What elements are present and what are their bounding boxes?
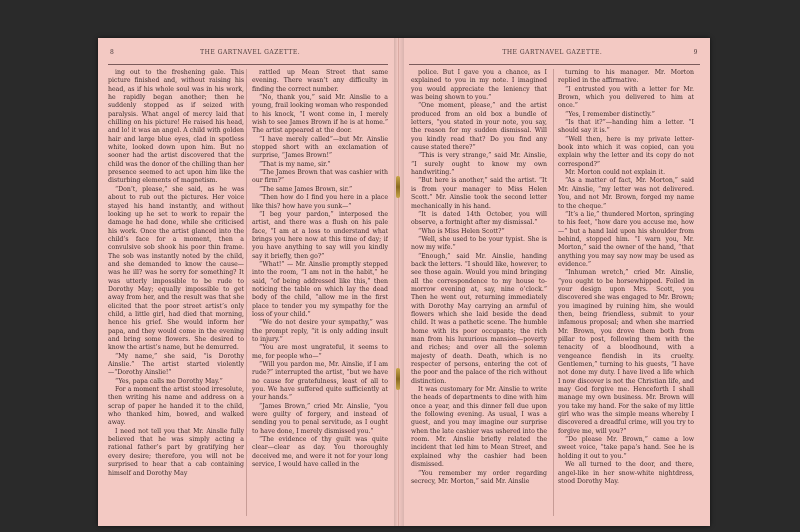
left-page-header xyxy=(110,49,386,61)
paragraph: “I beg your pardon,” interposed the artist, and there was a flush on his pale face, “I am at a loss to understand what brings you here now at this time of day; if you have anything to say will you kindly say it briefly, then go?” xyxy=(252,210,388,260)
paragraph: “Well, she used to be your typist. She is now my wife.” xyxy=(411,235,547,252)
paragraph: ing out to the freshening gale. This picture finished and, without raising his head, as if his whole soul was in his work, he rapidly began another; then he suddenly stopped as if seized with paralysis. What angel of mercy laid that chilling on his picture! He raised his head, and lo! it was an angel. A child with golden hair and large blue eyes, clad in spotless white, looked down upon him. But no sooner had the artist discovered that the child was the donor of the chilling than her presence seemed to act upon him like the disturbing elements of magnetism. xyxy=(108,69,244,185)
paragraph: “But here is another,” said the artist. “It is from your manager to Miss Helen Scott.” Mr. Ainslie took the second letter mechanically in his hand. xyxy=(411,177,547,210)
paragraph: “It is dated 14th October, you will observe, a fortnight after my dismissal.” xyxy=(411,210,547,227)
paragraph: “It’s a lie,” thundered Morton, springing to his feet, “how dare you accuse me, how—” but a hand laid upon his shoulder from behind, stopped him. “I warn you, Mr. Morton,” said the owner of the hand, “that anything you may say now may be used as evidence.” xyxy=(558,210,694,268)
paragraph: “Well then, here is my private letter-book into which it was copied, can you explain why the letter and its copy do not correspond?” xyxy=(558,135,694,168)
paragraph: It was customary for Mr. Ainslie to write the heads of departments to dine with him once a year, and this dinner fell due upon the following evening. As usual, I was a guest, and you may imagine our surprise when the late cashier was ushered into the room. Mr. Ainslie briefly related the incident that led him to Mean Street, and explained why the cashier had been dismissed. xyxy=(411,386,547,469)
paragraph: “Then how do I find you here in a place like this? how have you sunk—” xyxy=(252,194,388,210)
paragraph: “Will you pardon me, Mr. Ainslie, if I am rude?” interrupted the artist, “but we have no cause for gratefulness, least of all to you. We have suffered quite sufficiently at your hands.” xyxy=(252,361,388,402)
right-page-number: 9 xyxy=(693,49,698,56)
paragraph: “That is my name, sir.” xyxy=(259,160,331,168)
paragraph: “Do please Mr. Brown,” came a low sweet voice, “take papa’s hand. See he is holding it out to you.” xyxy=(558,436,694,460)
paragraph: “One moment, please,” and the artist produced from an old box a bundle of letters, “you stated in your note, you say, the reason for my sudden dismissal. Will you kindly read that? Do you find any cause stated there?” xyxy=(411,102,547,152)
right-column-2 xyxy=(558,69,694,517)
bottom-staple xyxy=(396,368,400,390)
right-page-header xyxy=(411,49,698,61)
paragraph: “As a matter of fact, Mr. Morton,” said Mr. Ainslie, “my letter was not delivered. You, and not Mr. Brown, forged my name to the cheque.” xyxy=(558,177,694,210)
paragraph: “The James Brown that was cashier with our firm?” xyxy=(252,169,388,185)
right-column-divider xyxy=(553,69,554,516)
left-column-divider xyxy=(246,69,247,516)
paragraph: I need not tell you that Mr. Ainslie fully believed that he was simply acting a rational father’s part by gratifying her every desire; therefore, you will not be surprised to hear that a cab containing himself and Dorothy May xyxy=(108,427,244,477)
paragraph: “You remember my order regarding secrecy, Mr. Morton,” said Mr. Ainslie xyxy=(411,469,547,485)
paragraph: “The same James Brown, sir.” xyxy=(259,185,353,193)
paragraph: “Enough,” said Mr. Ainslie, handing back the letters. “I should like, however, to see those again. Would you mind bringing all the correspondence to my house to-morrow evening at, say, nine o’clock.” Then he went out, returning immediately with Dorothy May carrying an armful of flowers which she laid beside the dead child. It was a pathetic scene. The humble home with its poor occupants; the rich man from his luxurious mansion—poverty and riches; and over all the solemn majesty of death. Death, which is no respecter of persons, entering the cot of the poor and the palace of the rich without distinction. xyxy=(411,252,547,385)
top-staple xyxy=(396,176,400,198)
paragraph: Mr. Morton could not explain it. xyxy=(565,169,666,177)
paragraph: “Yes, I remember distinctly.” xyxy=(565,110,655,118)
left-page-number: 8 xyxy=(110,49,115,56)
left-column-1 xyxy=(108,69,244,517)
right-page xyxy=(399,38,710,526)
paragraph: “Is that it?”—handing him a letter. “I should say it is.” xyxy=(558,119,694,135)
paragraph: “The evidence of thy guilt was quite clear—clear as day. You thoroughly deceived me, and were it not for your long service, I would have called in the xyxy=(252,436,388,469)
left-running-title: THE GARTNAVEL GAZETTE. xyxy=(200,49,301,56)
open-magazine-spread xyxy=(98,38,710,526)
left-page xyxy=(98,38,399,526)
paragraph: police. But I gave you a chance, as I explained to you in my note. I imagined you would appreciate the leniency that was being shown to you.” xyxy=(411,69,547,102)
left-column-2 xyxy=(252,69,388,517)
paragraph: “Don’t, please,” she said, as he was about to rub out the pictures. Her voice stayed his hand instantly, and without looking up he set to work to repair the damage he had done, while she criticised his work. Once the artist glanced into the child’s face for a moment, then a convulsive sob shook his poor thin frame. The sob was instantly noted by the child, and she demanded to know the cause—was he ill? was he sorry for something? It was utterly impossible to be rude to Dorothy May; equally impossible to get away from her, and the result was that she elicited that the poor street artist’s only child, a little girl, had died that morning, hence his grief. She would inform her papa, and they would come in the evening and bring some flowers. She desired to know the artist’s name, but he demurred. xyxy=(108,185,244,352)
paragraph: “We do not desire your sympathy,” was the prompt reply, “it is only adding insult to injury.” xyxy=(252,319,388,343)
paragraph: “I entrusted you with a letter for Mr. Brown, which you delivered to him at once.” xyxy=(558,85,694,110)
right-running-title: THE GARTNAVEL GAZETTE. xyxy=(502,49,603,56)
paragraph: “Yes, papa calls me Dorothy May.” xyxy=(115,377,223,385)
paragraph: “What!” — Mr. Ainslie promptly stepped into the room, “I am not in the habit,” he said, “of being addressed like this,” then noticing the table on which lay the dead body of the child, “allow me in the first place to tender you my sympathy for the loss of your child.” xyxy=(252,260,388,318)
paragraph: “You are most ungrateful, it seems to me, for people who—” xyxy=(252,344,388,360)
paragraph: rattled up Mean Street that same evening. There wasn’t any difficulty in finding the correct number. xyxy=(252,69,388,93)
paragraph: We all turned to the door, and there, angel-like in her snow-white nightdress, stood Dorothy May. xyxy=(558,461,694,485)
paragraph: “No, thank you,” said Mr. Ainslie to a young, frail looking woman who responded to his knock, “I wont come in, I merely wish to see James Brown if he is at home.” The artist appeared at the door. xyxy=(252,94,388,135)
right-header-rule xyxy=(409,64,700,65)
paragraph: For a moment the artist stood irresolute, then writing his name and address on a scrap of paper he handed it to the child, who thanked him, bowed, and walked away. xyxy=(108,386,244,427)
paragraph: “I have merely called”—but Mr. Ainslie stopped short with an exclamation of surprise, “James Brown!” xyxy=(252,135,388,160)
paragraph: turning to his manager. Mr. Morton replied in the affirmative. xyxy=(558,69,694,85)
paragraph: “Inhuman wretch,” cried Mr. Ainslie, “you ought to be horsewhipped. Foiled in your design upon Mrs. Scott, you discovered she was engaged to Mr. Brown; you imagined by ruining him, she would then, being friendless, submit to your infamous proposal; and when she married Mr. Brown, you drove them both from pillar to post, following them with the tenacity of a bloodhound, with a vengeance fiendish in its cruelty. Gentlemen,” turning to his guests, “I have not done my duty. I have lived a life which I now discover is not the Christian life, and may God forgive me. Henceforth I shall manage my own business. Mr. Brown will you take my hand. For the sake of my little girl who was the simple means whereby I discovered a dreadful crime, will you try to forgive me, will you?” xyxy=(558,269,694,435)
paragraph: “My name,” she said, “is Dorothy Ainslie.” The artist started violently —“Dorothy Ainslie!” xyxy=(108,352,244,377)
right-column-1 xyxy=(411,69,547,517)
paragraph: “James Brown,” cried Mr. Ainslie, “you were guilty of forgery, and instead of sending you to penal servitude, as I ought to have done, I merely dismissed you.” xyxy=(252,402,388,435)
paragraph: “This is very strange,” said Mr. Ainslie, “I surely ought to know my own handwriting.” xyxy=(411,152,547,177)
left-header-rule xyxy=(108,64,388,65)
paragraph: “Who is Miss Helen Scott?” xyxy=(418,227,505,235)
